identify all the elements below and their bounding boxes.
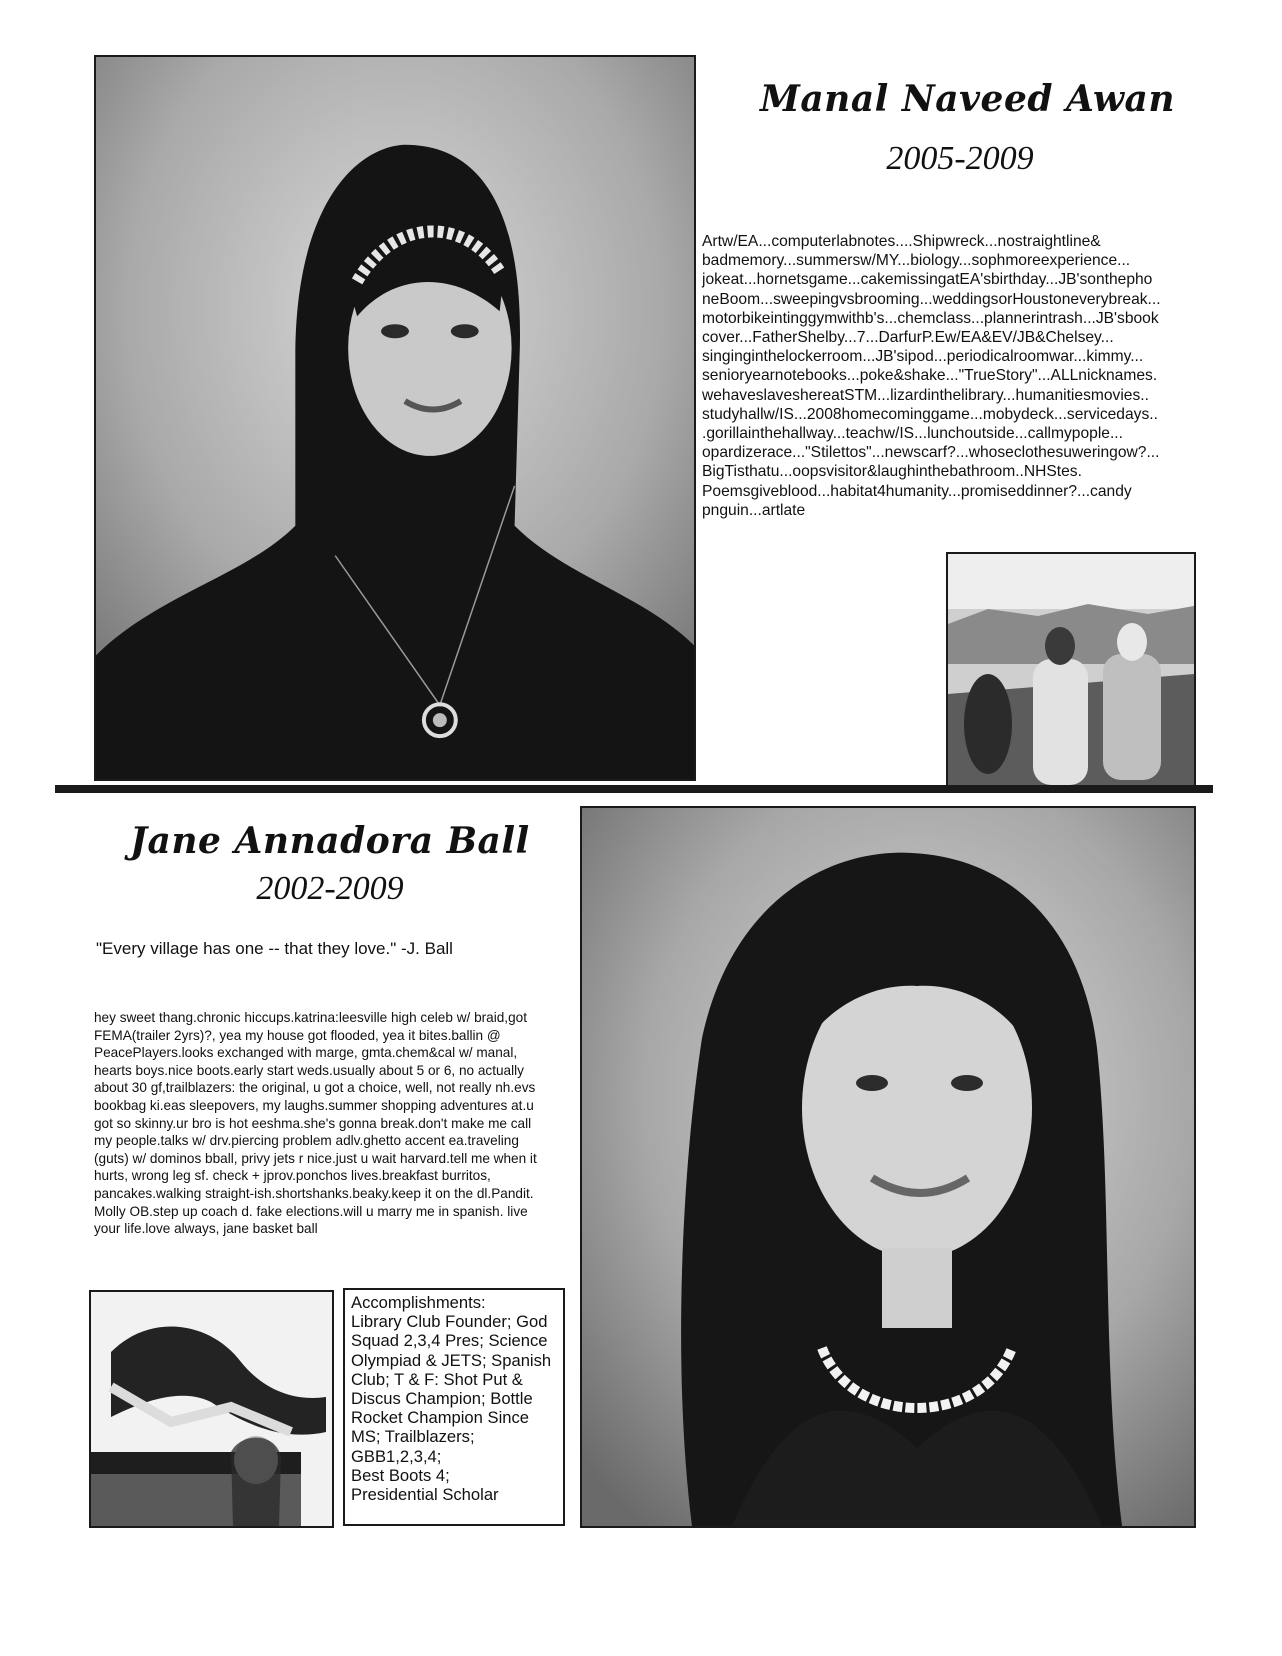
student2-name: Jane Annadora Ball — [130, 820, 530, 862]
student2-quote: "Every village has one -- that they love." -J. Ball — [96, 939, 453, 958]
student1-name: Manal Naveed Awan — [760, 78, 1176, 120]
accomplishments-title: Accomplishments: — [351, 1293, 486, 1312]
student1-years: 2005-2009 — [886, 140, 1034, 177]
portrait-photo-student1 — [94, 55, 696, 781]
portrait-photo-student2 — [580, 806, 1196, 1528]
section-divider — [55, 785, 1213, 793]
student1-notes: Artw/EA...computerlabnotes....Shipwreck...nostraightline& badmemory...summersw/MY...biology...sophmoreexperience... jokeat...hornetsgame...cakemissingatEA'sbirthday...JB'sonthepho neBoom...sweepingvsbrooming...weddingsorHoustoneverybreak... motorbikeintinggymwithb's...chemclass...plannerintrash...JB'sbook cover...FatherShelby...7...DarfurP.Ew/EA&EV/JB&Chelsey... singinginthelockerroom...JB'sipod...periodicalroomwar...kimmy... senioryearnotebooks...poke&shake..."TrueStory"...ALLnicknames. wehaveslaveshereatSTM...lizardinthelibrary...humanitiesmovies.. studyhallw/IS...2008homecominggame...mobydeck...servicedays.. .gorillainthehallway...teachw/IS...lunchoutside...callmypople... opardizerace..."Stilettos"...newscarf?...whoseclothesuweringow?... BigTisthatu...oopsvisitor&laughinthebathroom..NHStes. Poemsgiveblood...habitat4humanity...promiseddinner?...candy pnguin...artlate — [702, 233, 1161, 519]
student2-notes: hey sweet thang.chronic hiccups.katrina:leesville high celeb w/ braid,got FEMA(trailer 2yrs)?, yea my house got flooded, yea it bites.ballin @ PeacePlayers.looks exchanged with marge, gmta.chem&cal w/ manal, hearts boys.nice boots.early start weds.usually about 5 or 6, no actually about 30 gf,trailblazers: the original, u got a choice, well, not really nh.evs bookbag ki.eas sleepovers, my laughs.summer shopping adventures at.u got so skinny.ur bro is hot eeshma.she's gonna break.don't make me call my people.talks w/ drv.piercing problem adlv.ghetto accent ea.traveling (guts) w/ dominos bball, privy jets r nice.just u wait harvard.tell me when it hurts, wrong leg sf. check + jprov.ponchos lives.breakfast burritos, pancakes.walking straight-ish.shortshanks.beaky.keep it on the dl.Pandit. Molly OB.step up coach d. fake elections.will u marry me in spanish. live your life.love always, jane basket ball — [94, 1010, 537, 1237]
student2-years: 2002-2009 — [256, 870, 404, 907]
snapshot-photo-student1 — [946, 552, 1196, 787]
accomplishments-box — [343, 1288, 565, 1526]
snapshot-photo-student2 — [89, 1290, 334, 1528]
accomplishments-list: Library Club Founder; God Squad 2,3,4 Pres; Science Olympiad & JETS; Spanish Club; T & F: Shot Put & Discus Champion; Bottle Rocket Champion Since MS; Trailblazers; GBB1,2,3,4; Best Boots 4; Presidential Scholar — [351, 1312, 552, 1505]
